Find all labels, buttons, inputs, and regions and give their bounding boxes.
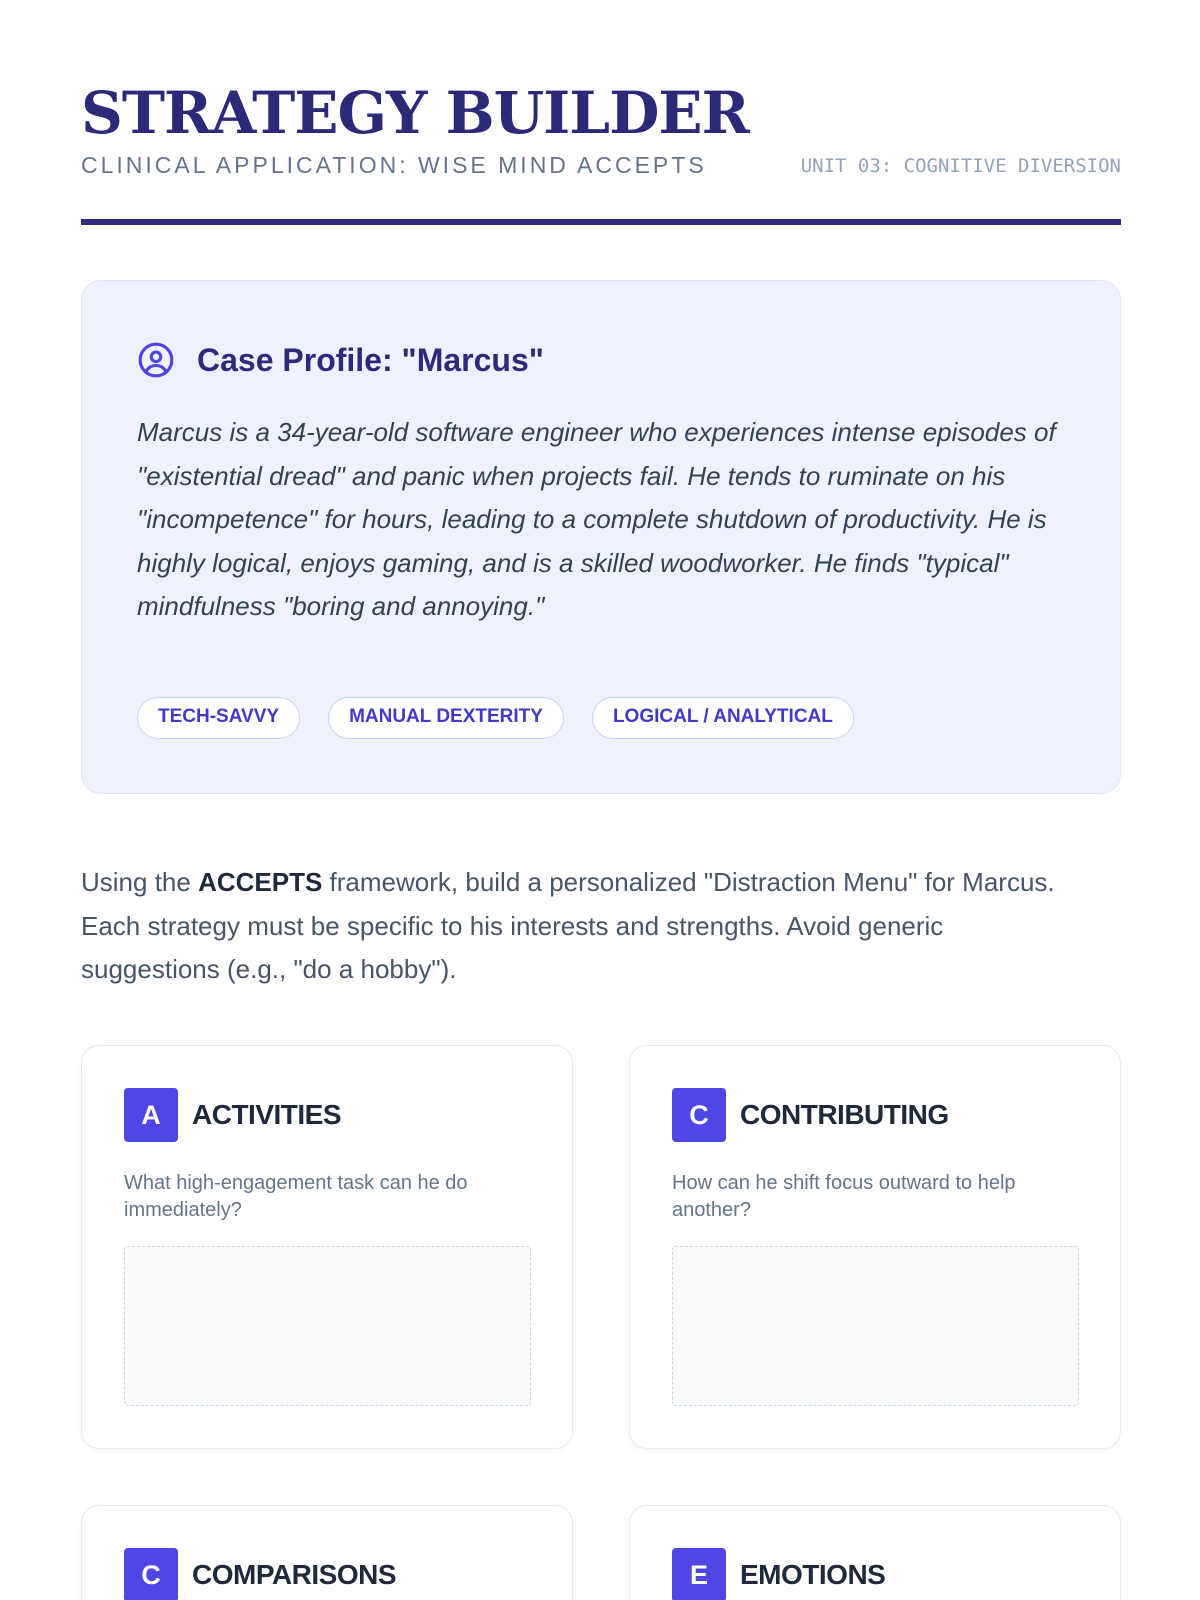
strategy-card-emotions <box>629 1505 1121 1600</box>
trait-tag-tech-savvy: TECH-SAVVY <box>137 697 300 739</box>
header-divider <box>81 219 1121 225</box>
letter-badge: C <box>124 1548 178 1600</box>
contributing-answer-field[interactable] <box>672 1246 1079 1406</box>
unit-label: UNIT 03: COGNITIVE DIVERSION <box>800 155 1121 177</box>
case-profile-header <box>137 341 544 379</box>
user-circle-icon <box>137 341 175 379</box>
page-header <box>81 0 1121 226</box>
letter-badge: C <box>672 1088 726 1142</box>
strategy-card-title: EMOTIONS <box>740 1559 886 1590</box>
strategy-card-header <box>672 1088 949 1142</box>
activities-answer-field[interactable] <box>124 1246 531 1406</box>
instructions-emphasis: ACCEPTS <box>198 867 323 897</box>
instructions-before: Using the <box>81 867 199 897</box>
strategy-card-comparisons <box>81 1505 573 1600</box>
trait-tags <box>137 697 882 739</box>
page-subtitle: CLINICAL APPLICATION: WISE MIND ACCEPTS <box>81 152 707 178</box>
instructions-after: framework, build a personalized "Distraction Menu" for Marcus. Each strategy must be specific to his interests and strengths. Avoid generic suggestions (e.g., "do a hobby"). <box>81 867 1055 984</box>
strategy-card-question: What high-engagement task can he do immediately? <box>124 1172 468 1221</box>
case-description: Marcus is a 34-year-old software engineer who experiences intense episodes of "existential dread" and panic when projects fail. He tends to ruminate on his "incompetence" for hours, leading to a complete shutdown of productivity. He is highly logical, enjoys gaming, and is a skilled woodworker. He finds "typical" mindfulness "boring and annoying." <box>137 417 1056 621</box>
case-profile-title: Case Profile: "Marcus" <box>197 341 544 378</box>
strategy-card-header <box>672 1548 885 1600</box>
strategy-card-contributing <box>629 1045 1121 1449</box>
strategy-card-header <box>124 1088 341 1142</box>
instructions-text <box>81 861 1081 992</box>
worksheet-page <box>81 0 1121 1590</box>
strategy-card-activities <box>81 1045 573 1449</box>
strategy-card-title: CONTRIBUTING <box>740 1099 949 1130</box>
letter-badge: E <box>672 1548 726 1600</box>
trait-tag-manual-dexterity: MANUAL DEXTERITY <box>328 697 564 739</box>
strategy-card-question: How can he shift focus outward to help another? <box>672 1172 1016 1221</box>
case-profile-card <box>81 280 1121 794</box>
page-title: STRATEGY BUILDER <box>81 79 749 147</box>
strategy-card-header <box>124 1548 396 1600</box>
letter-badge: A <box>124 1088 178 1142</box>
trait-tag-logical-analytical: LOGICAL / ANALYTICAL <box>592 697 854 739</box>
strategy-card-title: COMPARISONS <box>192 1559 396 1590</box>
strategy-card-title: ACTIVITIES <box>192 1099 342 1130</box>
